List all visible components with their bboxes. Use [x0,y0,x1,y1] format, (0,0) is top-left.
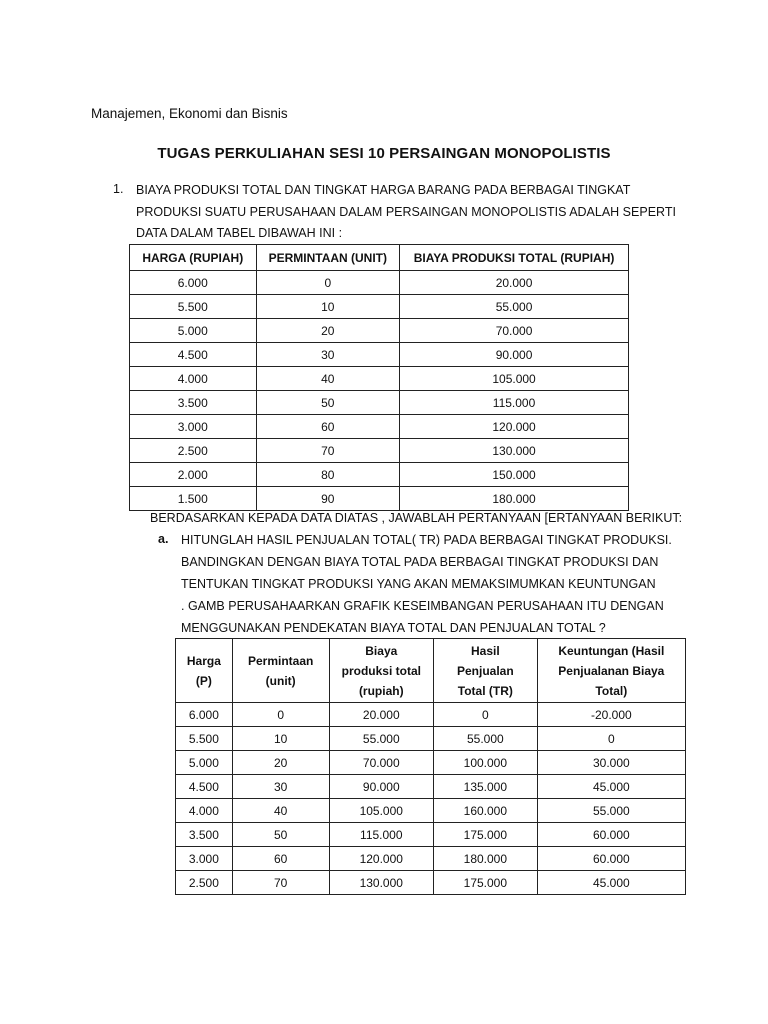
price-cell: 5.500 [176,727,233,751]
header-line: Biaya [365,643,398,658]
profit-cell: 55.000 [537,799,685,823]
header-profit [537,639,685,703]
price-cell: 5.500 [130,295,257,319]
price-cell: 4.000 [130,367,257,391]
table-row [130,415,629,439]
demand-cell: 60 [232,847,329,871]
demand-cell: 50 [232,823,329,847]
price-cell: 3.500 [130,391,257,415]
header-line: Penjualan [457,663,514,678]
demand-cell: 30 [232,775,329,799]
header-line: (unit) [265,673,296,688]
price-cell: 5.000 [176,751,233,775]
price-cell: 3.000 [130,415,257,439]
header-demand [232,639,329,703]
table-row [130,367,629,391]
header-line: Harga [186,653,221,668]
question-number: 1. [113,182,124,196]
price-cell: 2.000 [130,463,257,487]
profit-cell: 60.000 [537,847,685,871]
table-row [130,295,629,319]
demand-cell: 50 [256,391,400,415]
revenue-profit-table [175,638,686,895]
demand-cell: 0 [256,271,400,295]
table-row [130,343,629,367]
course-header: Manajemen, Ekonomi dan Bisnis [91,106,288,121]
total-revenue-cell: 135.000 [434,775,538,799]
table-row [130,463,629,487]
table-row [176,703,686,727]
demand-cell: 30 [256,343,400,367]
total-cost-cell: 70.000 [329,751,434,775]
profit-cell: 0 [537,727,685,751]
question-line: PRODUKSI SUATU PERUSAHAAN DALAM PERSAINGAN MONOPOLISTIS ADALAH SEPERTI [136,204,676,219]
price-cell: 2.500 [130,439,257,463]
table-body [130,271,629,511]
price-cell: 3.000 [176,847,233,871]
sub-question-text [181,529,711,639]
table-body [176,703,686,895]
demand-cell: 80 [256,463,400,487]
total-cost-cell: 130.000 [329,871,434,895]
total-revenue-cell: 175.000 [434,871,538,895]
profit-cell: 60.000 [537,823,685,847]
total-cost-cell: 90.000 [329,775,434,799]
production-cost-table [129,244,629,511]
header-line: (rupiah) [358,683,404,698]
header-total-cost [329,639,434,703]
total-cost-cell: 70.000 [400,319,629,343]
total-cost-cell: 120.000 [400,415,629,439]
table-row [130,487,629,511]
total-cost-cell: 130.000 [400,439,629,463]
table-row [130,439,629,463]
sub-question-line: MENGGUNAKAN PENDEKATAN BIAYA TOTAL DAN PENJUALAN TOTAL ? [181,621,606,635]
total-cost-cell: 115.000 [400,391,629,415]
header-demand: PERMINTAAN (UNIT) [256,245,400,271]
total-revenue-cell: 55.000 [434,727,538,751]
header-line: Hasil [471,643,500,658]
demand-cell: 20 [256,319,400,343]
total-cost-cell: 20.000 [329,703,434,727]
header-line: Total) [595,683,628,698]
total-cost-cell: 120.000 [329,847,434,871]
total-revenue-cell: 175.000 [434,823,538,847]
instruction-text: BERDASARKAN KEPADA DATA DIATAS , JAWABLAH PERTANYAAN [ERTANYAAN BERIKUT: [150,511,683,525]
table-header-row [130,245,629,271]
table-row [130,391,629,415]
total-cost-cell: 150.000 [400,463,629,487]
question-line: BIAYA PRODUKSI TOTAL DAN TINGKAT HARGA BARANG PADA BERBAGAI TINGKAT [136,183,631,197]
price-cell: 6.000 [130,271,257,295]
table-row [130,271,629,295]
price-cell: 6.000 [176,703,233,727]
profit-cell: 30.000 [537,751,685,775]
header-line: produksi total [341,663,421,678]
total-cost-cell: 20.000 [400,271,629,295]
header-line: Keuntungan (Hasil [558,643,665,658]
table-row [176,751,686,775]
table-row [130,319,629,343]
price-cell: 2.500 [176,871,233,895]
total-cost-cell: 55.000 [400,295,629,319]
demand-cell: 10 [256,295,400,319]
document-title: TUGAS PERKULIAHAN SESI 10 PERSAINGAN MONOPOLISTIS [157,145,611,162]
sub-question-line: . GAMB PERUSAHAARKAN GRAFIK KESEIMBANGAN PERUSAHAAN ITU DENGAN [181,599,664,613]
header-total-revenue [434,639,538,703]
total-cost-cell: 90.000 [400,343,629,367]
table-row [176,775,686,799]
demand-cell: 60 [256,415,400,439]
price-cell: 4.000 [176,799,233,823]
sub-question-line: HITUNGLAH HASIL PENJUALAN TOTAL( TR) PADA BERBAGAI TINGKAT PRODUKSI. [181,533,672,547]
question-line: DATA DALAM TABEL DIBAWAH INI : [136,226,343,240]
price-cell: 4.500 [130,343,257,367]
demand-cell: 10 [232,727,329,751]
price-cell: 1.500 [130,487,257,511]
sub-question-line: BANDINGKAN DENGAN BIAYA TOTAL PADA BERBAGAI TINGKAT PRODUKSI DAN [181,555,659,569]
sub-question-line: TENTUKAN TINGKAT PRODUKSI YANG AKAN MEMAKSIMUMKAN KEUNTUNGAN [181,577,656,591]
total-cost-cell: 180.000 [400,487,629,511]
total-revenue-cell: 180.000 [434,847,538,871]
header-price [176,639,233,703]
question-text [136,180,696,245]
price-cell: 3.500 [176,823,233,847]
header-line: Permintaan [247,653,314,668]
price-cell: 5.000 [130,319,257,343]
demand-cell: 70 [232,871,329,895]
demand-cell: 90 [256,487,400,511]
sub-question-letter: a. [158,532,169,546]
header-line: (P) [195,673,212,688]
header-price: HARGA (RUPIAH) [130,245,257,271]
header-line: Total (TR) [457,683,513,698]
profit-cell: 45.000 [537,871,685,895]
profit-cell: -20.000 [537,703,685,727]
total-cost-cell: 55.000 [329,727,434,751]
table-row [176,847,686,871]
price-cell: 4.500 [176,775,233,799]
total-revenue-cell: 100.000 [434,751,538,775]
header-total-cost: BIAYA PRODUKSI TOTAL (RUPIAH) [400,245,629,271]
total-cost-cell: 105.000 [400,367,629,391]
demand-cell: 20 [232,751,329,775]
header-line: Penjualanan Biaya [558,663,665,678]
demand-cell: 40 [232,799,329,823]
total-cost-cell: 115.000 [329,823,434,847]
total-revenue-cell: 160.000 [434,799,538,823]
demand-cell: 70 [256,439,400,463]
table-row [176,871,686,895]
profit-cell: 45.000 [537,775,685,799]
table-row [176,799,686,823]
total-cost-cell: 105.000 [329,799,434,823]
table-row [176,823,686,847]
table-row [176,727,686,751]
total-revenue-cell: 0 [434,703,538,727]
table-header-row [176,639,686,703]
demand-cell: 0 [232,703,329,727]
demand-cell: 40 [256,367,400,391]
